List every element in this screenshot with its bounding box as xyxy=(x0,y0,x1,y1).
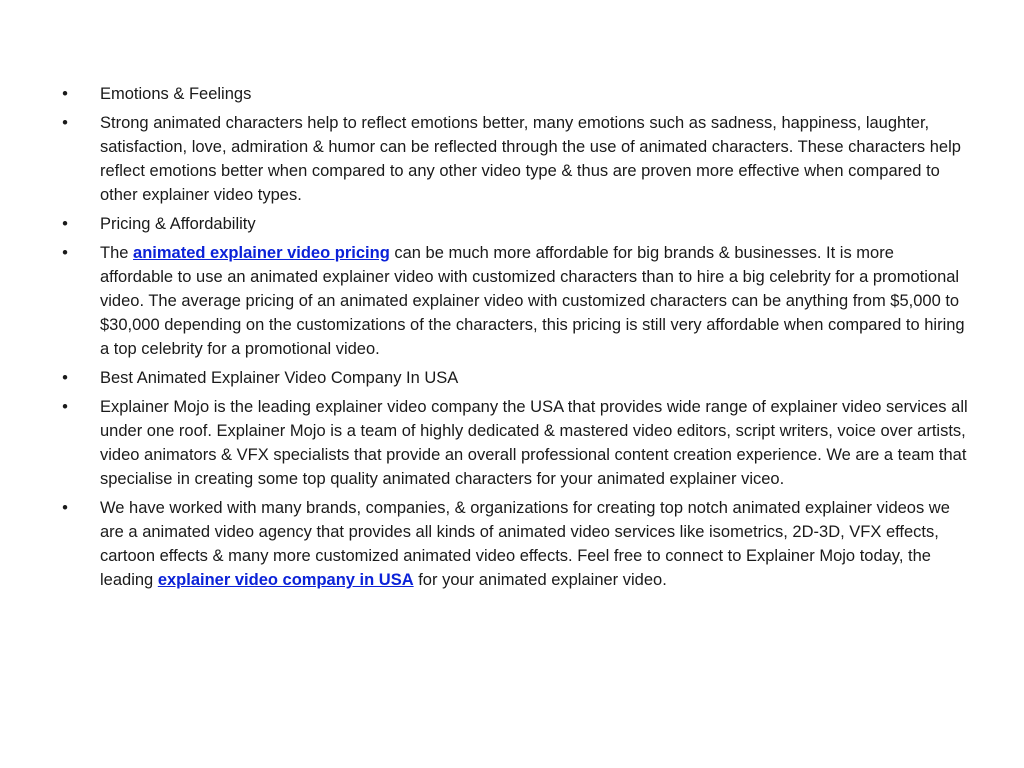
bullet-text: Best Animated Explainer Video Company In USA xyxy=(100,369,459,387)
bullet-item-company-heading xyxy=(58,366,970,390)
bullet-text-after-link: can be much more affordable for big brands & businesses. It is more affordable to use an animated explainer video with customized characters than to hire a big celebrity for a promotional video. The average pricing of an animated explainer video with customized characters can be anything from $5,000 to $30,000 depending on the customizations of the characters, this pricing is still very affordable when compared to hiring a top celebrity for a promotional video. xyxy=(100,244,965,358)
bullet-icon: • xyxy=(62,369,68,387)
bullet-text-before-link: The xyxy=(100,244,134,262)
bullet-list xyxy=(58,82,970,597)
bullet-text xyxy=(100,241,970,361)
bullet-icon: • xyxy=(62,244,68,262)
bullet-text: Pricing & Affordability xyxy=(100,215,256,233)
bullet-icon: • xyxy=(62,114,68,132)
bullet-icon: • xyxy=(62,398,68,416)
bullet-icon: • xyxy=(62,85,68,103)
bullet-text-before-link: We have worked with many brands, companies, & organizations for creating top notch animated explainer videos we are a animated video agency that provides all kinds of animated video services like isometrics, 2D-3D, VFX effects, cartoon effects & many more customized animated video effects. Feel free to connect to Explainer Mojo today, the leading xyxy=(100,499,950,589)
bullet-text: Emotions & Feelings xyxy=(100,85,252,103)
pricing-link[interactable]: animated explainer video pricing xyxy=(133,244,390,262)
bullet-item-emotions-heading xyxy=(58,82,970,106)
bullet-icon: • xyxy=(62,215,68,233)
bullet-item-pricing-heading xyxy=(58,212,970,236)
company-link[interactable]: explainer video company in USA xyxy=(157,571,414,589)
bullet-item-emotions-body xyxy=(58,111,970,207)
bullet-item-closing xyxy=(58,496,970,592)
bullet-text: Strong animated characters help to reflect emotions better, many emotions such as sadness, happiness, laughter, satisfaction, love, admiration & humor can be reflected through the use of animated characters. These characters help reflect emotions better when compared to any other video type & thus are proven more effective when compared to other explainer video types. xyxy=(100,114,961,204)
bullet-icon: • xyxy=(62,499,68,517)
bullet-text-after-link: for your animated explainer video. xyxy=(413,571,667,589)
bullet-item-company-body xyxy=(58,395,970,491)
bullet-text xyxy=(100,496,970,592)
bullet-item-pricing-body xyxy=(58,241,970,361)
bullet-text: Explainer Mojo is the leading explainer video company the USA that provides wide range of explainer video services all under one roof. Explainer Mojo is a team of highly dedicated & mastered video editors, script writers, voice over artists, video animators & VFX specialists that provide an overall professional content creation experience. We are a team that specialise in creating some top quality animated characters for your animated explainer viceo. xyxy=(100,398,968,488)
